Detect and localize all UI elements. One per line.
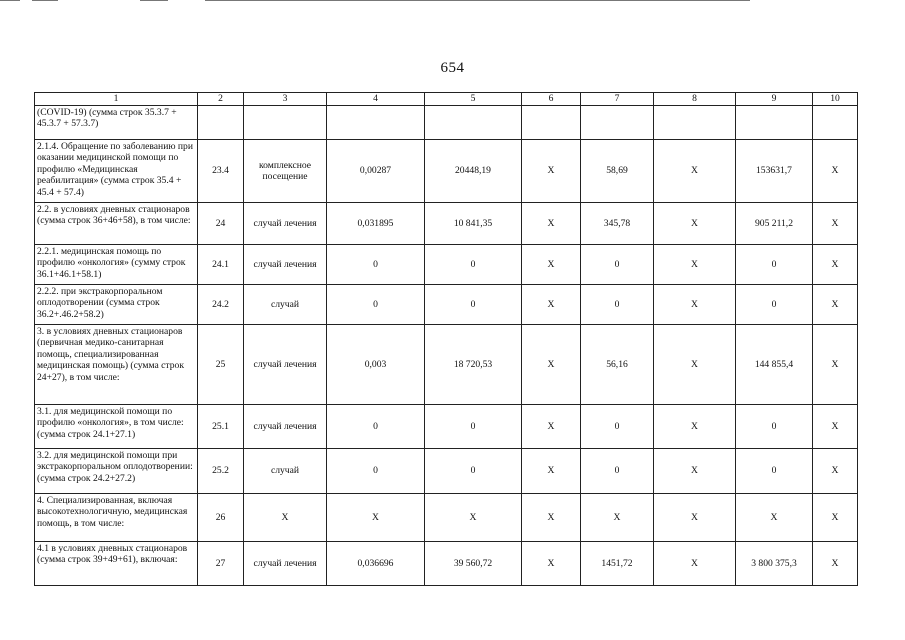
table-cell: Х [654,140,736,203]
table-cell: Х [522,542,581,586]
table-cell: Х [813,449,858,494]
table-cell: 345,78 [581,203,654,245]
row-description-cell: 2.2.1. медицинская помощь по профилю «онкология» (сумму строк 36.1+46.1+58.1) [35,245,198,285]
row-description-cell: 3.1. для медицинской помощи по профилю «онкология», в том числе: (сумма строк 24.1+27.1) [35,405,198,449]
table-cell: 56,16 [581,325,654,405]
table-cell: случай лечения [244,203,327,245]
table-cell: случай [244,449,327,494]
table-cell: 0 [736,245,813,285]
table-cell: 0,00287 [327,140,425,203]
table-cell: 0 [327,245,425,285]
table-cell: 0 [736,405,813,449]
header-cell: 4 [327,93,425,106]
table-cell [244,106,327,140]
table-cell: случай лечения [244,325,327,405]
table-cell: Х [654,203,736,245]
row-description-cell: 4.1 в условиях дневных стационаров (сумма строк 39+49+61), включая: [35,542,198,586]
table-row [35,106,858,140]
table-cell [813,106,858,140]
table-cell: Х [522,405,581,449]
table-body [35,106,858,586]
table-cell: 0 [736,449,813,494]
table-cell: 0 [327,405,425,449]
scan-line-segment [205,0,750,1]
row-description-cell: 2.2.2. при экстракорпоральном оплодотворении (сумма строк 36.2+.46.2+58.2) [35,285,198,325]
table-cell: Х [813,325,858,405]
table-cell [736,106,813,140]
table-cell: 0 [581,285,654,325]
table-cell [522,106,581,140]
table-cell: 25.2 [198,449,244,494]
table-cell: 10 841,35 [425,203,522,245]
table-cell [581,106,654,140]
header-cell: 1 [35,93,198,106]
table-cell: 905 211,2 [736,203,813,245]
header-cell: 10 [813,93,858,106]
table-cell: Х [813,405,858,449]
table-cell: 153631,7 [736,140,813,203]
table-cell: Х [522,325,581,405]
table-cell: Х [813,203,858,245]
table-cell: Х [813,542,858,586]
table-cell: 0 [425,449,522,494]
table-cell: 0 [327,449,425,494]
table-cell: 18 720,53 [425,325,522,405]
table-cell: комплексное посещение [244,140,327,203]
table-cell: 0,031895 [327,203,425,245]
table-cell: 0 [425,405,522,449]
row-description-cell: (COVID-19) (сумма строк 35.3.7 + 45.3.7 + 57.3.7) [35,106,198,140]
table-cell: 26 [198,494,244,542]
table-cell: Х [813,494,858,542]
row-description-cell: 2.2. в условиях дневных стационаров (сумма строк 36+46+58), в том числе: [35,203,198,245]
table-cell: Х [522,285,581,325]
table-cell [654,106,736,140]
header-cell: 6 [522,93,581,106]
scan-line-segment [32,0,58,1]
table-cell: Х [813,140,858,203]
table-cell [425,106,522,140]
table-row [35,542,858,586]
table-cell: Х [813,285,858,325]
table-row [35,285,858,325]
table-cell: 58,69 [581,140,654,203]
table-cell: 20448,19 [425,140,522,203]
table-cell [327,106,425,140]
table-cell: 23.4 [198,140,244,203]
table-cell [198,106,244,140]
table-cell: 3 800 375,3 [736,542,813,586]
table-cell: Х [244,494,327,542]
row-description-cell: 2.1.4. Обращение по заболеванию при оказании медицинской помощи по профилю «Медицинская реабилитация» (сумма строк 35.4 + 45.4 + 57.4) [35,140,198,203]
header-cell: 7 [581,93,654,106]
table-cell: Х [813,245,858,285]
scan-line-segment [140,0,168,1]
top-scan-line [0,0,905,3]
table-row [35,494,858,542]
data-table [34,92,858,586]
scan-line-segment [0,0,20,1]
table-row [35,449,858,494]
table-row [35,245,858,285]
table-cell: Х [654,285,736,325]
table-cell: 0 [425,285,522,325]
table-cell: 0 [425,245,522,285]
table-cell: 24.1 [198,245,244,285]
table-cell: случай [244,285,327,325]
table-cell: 144 855,4 [736,325,813,405]
table-row [35,405,858,449]
table-cell: Х [522,449,581,494]
table-cell: 0 [736,285,813,325]
table-cell: 0 [581,449,654,494]
table-row [35,325,858,405]
table-cell: Х [581,494,654,542]
table-cell: 1451,72 [581,542,654,586]
table-cell: 0 [581,245,654,285]
header-cell: 8 [654,93,736,106]
table-cell: Х [654,325,736,405]
row-description-cell: 4. Специализированная, включая высокотехнологичную, медицинская помощь, в том числе: [35,494,198,542]
table-row [35,203,858,245]
table-cell: 0,003 [327,325,425,405]
table-cell: Х [736,494,813,542]
table-row [35,140,858,203]
table-cell: 0,036696 [327,542,425,586]
header-cell: 9 [736,93,813,106]
table-cell: Х [522,140,581,203]
table-cell: 0 [581,405,654,449]
header-cell: 2 [198,93,244,106]
table-cell: Х [522,203,581,245]
table-cell: Х [654,405,736,449]
table-cell: Х [425,494,522,542]
table-cell: 0 [327,285,425,325]
table-cell: Х [654,245,736,285]
header-cell: 5 [425,93,522,106]
table-cell: Х [327,494,425,542]
table-cell: 24 [198,203,244,245]
table-cell: Х [522,494,581,542]
table-cell: 39 560,72 [425,542,522,586]
table-cell: Х [654,494,736,542]
table-header-row [35,93,858,106]
table-cell: случай лечения [244,542,327,586]
table-cell: 25 [198,325,244,405]
table-cell: 24.2 [198,285,244,325]
table-cell: случай лечения [244,245,327,285]
table-cell: Х [654,542,736,586]
header-cell: 3 [244,93,327,106]
table-cell: 25.1 [198,405,244,449]
page-number: 654 [440,60,465,76]
row-description-cell: 3.2. для медицинской помощи при экстракорпоральном оплодотворении: (сумма строк 24.2+27.2) [35,449,198,494]
table-cell: случай лечения [244,405,327,449]
table-cell: Х [522,245,581,285]
row-description-cell: 3. в условиях дневных стационаров (первичная медико-санитарная помощь, специализированная медицинская помощь) (сумма строк 24+27), в том числе: [35,325,198,405]
table-cell: 27 [198,542,244,586]
table-cell: Х [654,449,736,494]
